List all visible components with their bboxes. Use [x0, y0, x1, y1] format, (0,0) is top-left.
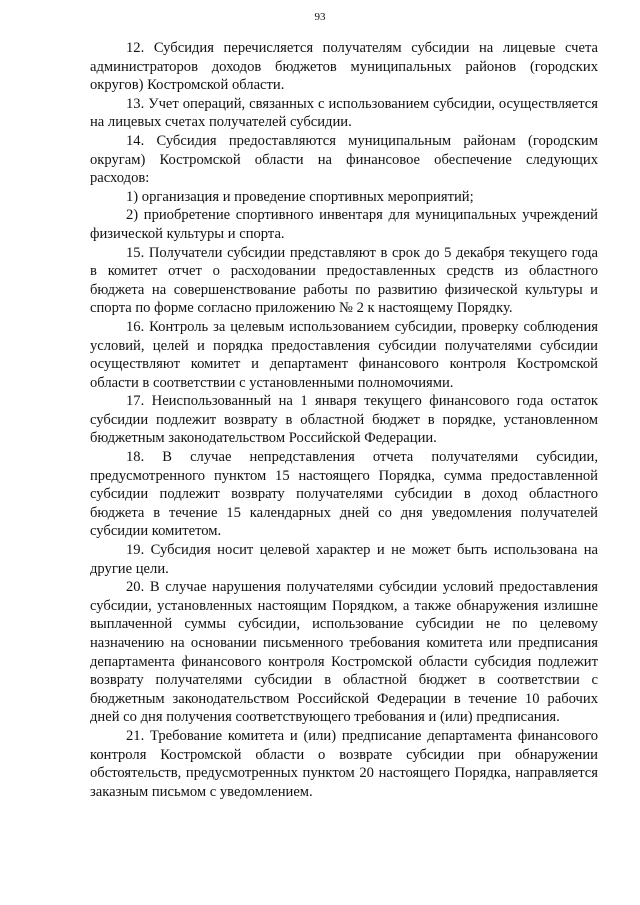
- paragraph-15: 15. Получатели субсидии представляют в срок до 5 декабря текущего года в комитет отчет о расходовании предоставленных средств из областного бюджета на совершенствование работы по развитию физической культуры и спорта по форме согласно приложению № 2 к настоящему Порядку.: [90, 244, 598, 317]
- paragraph-18: 18. В случае непредставления отчета получателями субсидии, предусмотренного пунктом 15 настоящего Порядка, сумма предоставленной субсидии подлежит возврату получателями субсидии в доход областного бюджета в течение 15 календарных дней со дня уведомления получателей субсидии комитетом.: [90, 449, 598, 540]
- document-body: [90, 39, 598, 801]
- paragraph-16: 16. Контроль за целевым использованием субсидии, проверку соблюдения условий, целей и порядка предоставления субсидии получателями субсидии осуществляют комитет и департамент финансового контроля Костромской области в соответствии с установленными полномочиями.: [90, 318, 598, 391]
- paragraph-21: 21. Требование комитета и (или) предписание департамента финансового контроля Костромской области о возврате субсидии при обнаружении обстоятельств, предусмотренных пунктом 20 настоящего Порядка, направляется заказным письмом с уведомлением.: [90, 727, 598, 800]
- paragraph-12: 12. Субсидия перечисляется получателям субсидии на лицевые счета администраторов доходов бюджетов муниципальных районов (городских округов) Костромской области.: [90, 40, 598, 94]
- page-number: 93: [314, 11, 326, 23]
- paragraph-13: 13. Учет операций, связанных с использованием субсидии, осуществляется на лицевых счетах получателей субсидии.: [90, 95, 598, 131]
- paragraph-20: 20. В случае нарушения получателями субсидии условий предоставления субсидии, установленных настоящим Порядком, а также обнаружения излишне выплаченной суммы субсидии, использование субсидии не по целевому назначению на основании письменного требования комитета или предписания департамента финансового контроля Костромской области субсидия подлежит возврату получателями субсидии в областной бюджет в соответствии с бюджетным законодательством Российской Федерации в течение 10 рабочих дней со дня получения соответствующего требования и (или) предписания.: [90, 579, 598, 726]
- paragraph-14-item-2: 2) приобретение спортивного инвентаря для муниципальных учреждений физической культуры и спорта.: [90, 207, 598, 242]
- paragraph-17: 17. Неиспользованный на 1 января текущего финансового года остаток субсидии подлежит возврату в областной бюджет в порядке, установленном бюджетным законодательством Российской Федерации.: [90, 393, 598, 447]
- paragraph-14: 14. Субсидия предоставляются муниципальным районам (городским округам) Костромской области на финансовое обеспечение следующих расходов:: [90, 132, 598, 187]
- paragraph-14-item-1: 1) организация и проведение спортивных мероприятий;: [126, 188, 474, 205]
- paragraph-19: 19. Субсидия носит целевой характер и не может быть использована на другие цели.: [90, 542, 598, 577]
